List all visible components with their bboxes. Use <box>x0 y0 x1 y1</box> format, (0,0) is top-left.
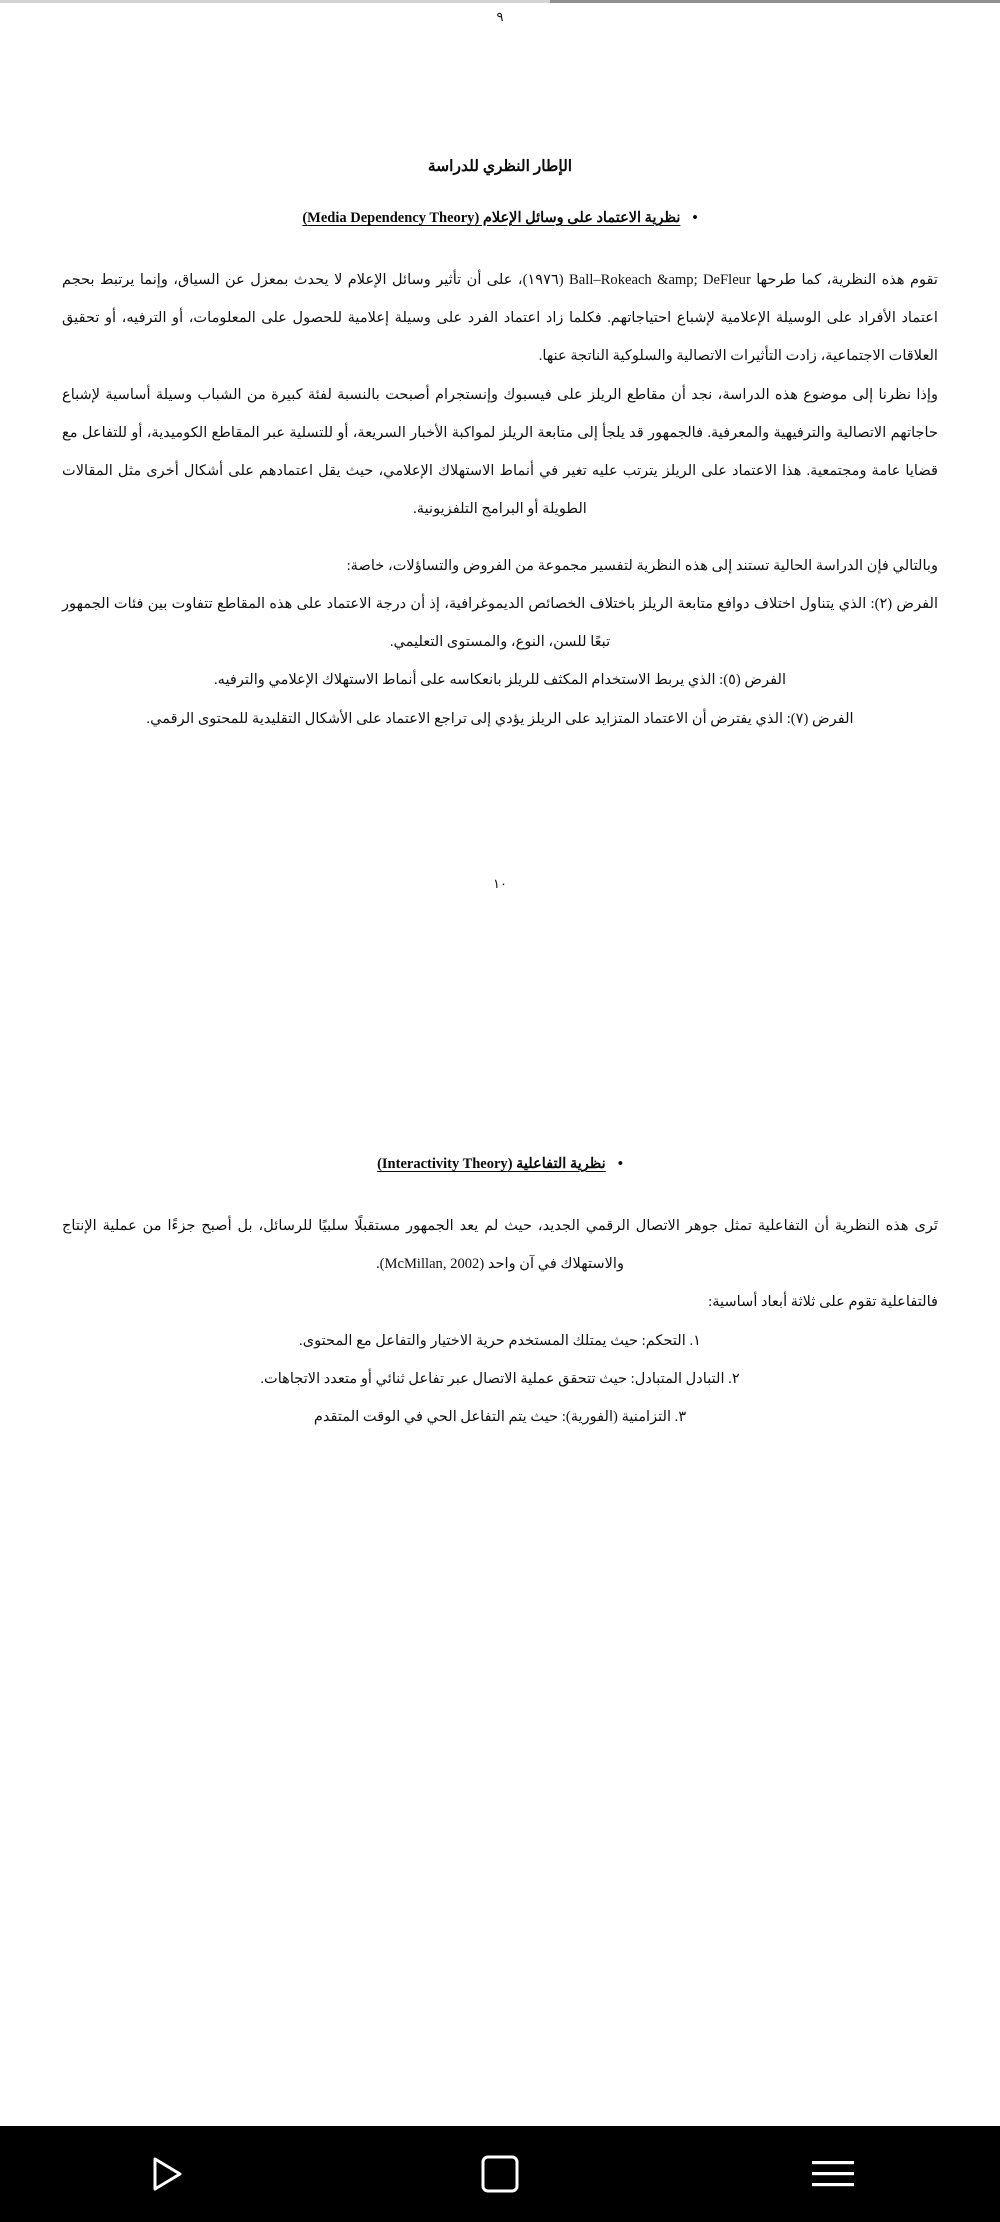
list-item-exchange: ٢. التبادل المتبادل: حيث تتحقق عملية الاتصال عبر تفاعل ثنائي أو متعدد الاتجاهات. <box>260 1370 740 1387</box>
document-viewport[interactable] <box>0 3 1000 1507</box>
back-button[interactable] <box>107 2126 227 2222</box>
hamburger-icon <box>812 2159 854 2189</box>
paragraph-hypotheses-intro: وبالتالي فإن الدراسة الحالية تستند إلى هذه النظرية لتفسير مجموعة من الفروض والتساؤلات، خاصة: <box>346 557 938 574</box>
bullet-heading-label: نظرية الاعتماد على وسائل الإعلام (Media Dependency Theory) <box>302 210 681 226</box>
document-page-10 <box>0 870 1000 1436</box>
page-number-next: ١٠ <box>493 875 507 891</box>
hypothesis-7: الفرض (٧): الذي يفترض أن الاعتماد المتزايد على الريلز يؤدي إلى تراجع الاعتماد على الأشكال التقليدية للمحتوى الرقمي. <box>146 710 854 727</box>
paragraph-interactivity-definition: تَرى هذه النظرية أن التفاعلية تمثل جوهر الاتصال الرقمي الجديد، حيث لم يعد الجمهور مستقبلًا سلبيًا للرسائل، بل أصبح جزءًا من عملية الإنتاج والاستهلاك في آن واحد (McMillan, 2002). <box>62 1217 938 1273</box>
bullet-icon: • <box>617 1155 623 1172</box>
android-navigation-bar <box>0 2126 1000 2222</box>
document-page-9 <box>0 3 1000 870</box>
page-title: الإطار النظري للدراسة <box>427 158 573 175</box>
paragraph-media-dependency-definition: تقوم هذه النظرية، كما طرحها Ball–Rokeach &amp; DeFleur (١٩٧٦)، على أن تأثير وسائل الإعلام لا يحدث بمعزل عن السياق، وإنما يرتبط بحجم اعتماد الأفراد على الوسيلة الإعلامية لإشباع احتياجاتهم. فكلما زاد اعتماد الفرد على وسيلة إعلامية للحصول على المعلومات، أو الترفيه، أو تحقيق العلاقات الاجتماعية، زادت التأثيرات الاتصالية والسلوكية الناتجة عنها. <box>62 272 938 365</box>
triangle-back-icon <box>150 2156 184 2192</box>
bullet-icon: • <box>692 210 698 226</box>
bullet-heading-interactivity <box>62 1156 938 1173</box>
paragraph-reels-application: وإذا نظرنا إلى موضوع هذه الدراسة، نجد أن مقاطع الريلز على فيسبوك وإنستجرام أصبحت بالنسبة لفئة كبيرة من الشباب وسيلة أساسية لإشباع حاجاتهم الاتصالية والترفيهية والمعرفية. فالجمهور قد يلجأ إلى متابعة الريلز لمواكبة الأخبار السريعة، أو للتسلية عبر المقاطع الكوميدية، أو للتفاعل مع قضايا عامة ومجتمعية. هذا الاعتماد على الريلز يترتب عليه تغير في أنماط الاستهلاك الإعلامي، حيث يقل اعتمادهم على أشكال أخرى مثل المقالات الطويلة أو البرامج التلفزيونية. <box>62 386 938 518</box>
bullet-heading-media-dependency <box>62 210 938 227</box>
paragraph-interactivity-dimensions-intro: فالتفاعلية تقوم على ثلاثة أبعاد أساسية: <box>708 1294 938 1311</box>
page-number-top: ٩ <box>496 9 504 24</box>
hypothesis-2: الفرض (٢): الذي يتناول اختلاف دوافع متابعة الريلز باختلاف الخصائص الديموغرافية، إذ أن درجة الاعتماد على هذه المقاطع تتفاوت بين فئات الجمهور تبعًا للسن، النوع، والمستوى التعليمي. <box>62 595 939 651</box>
list-item-control: ١. التحكم: حيث يمتلك المستخدم حرية الاختيار والتفاعل مع المحتوى. <box>299 1332 701 1349</box>
bullet-heading-label: نظرية التفاعلية (Interactivity Theory) <box>377 1155 606 1172</box>
recents-button[interactable] <box>773 2126 893 2222</box>
square-home-icon <box>481 2155 519 2193</box>
list-item-synchronicity: ٣. التزامنية (الفورية): حيث يتم التفاعل الحي في الوقت المتقدم <box>313 1408 687 1425</box>
hypothesis-5: الفرض (٥): الذي يربط الاستخدام المكثف للريلز بانعكاسه على أنماط الاستهلاك الإعلامي والترفيه. <box>213 672 787 689</box>
home-button[interactable] <box>440 2126 560 2222</box>
